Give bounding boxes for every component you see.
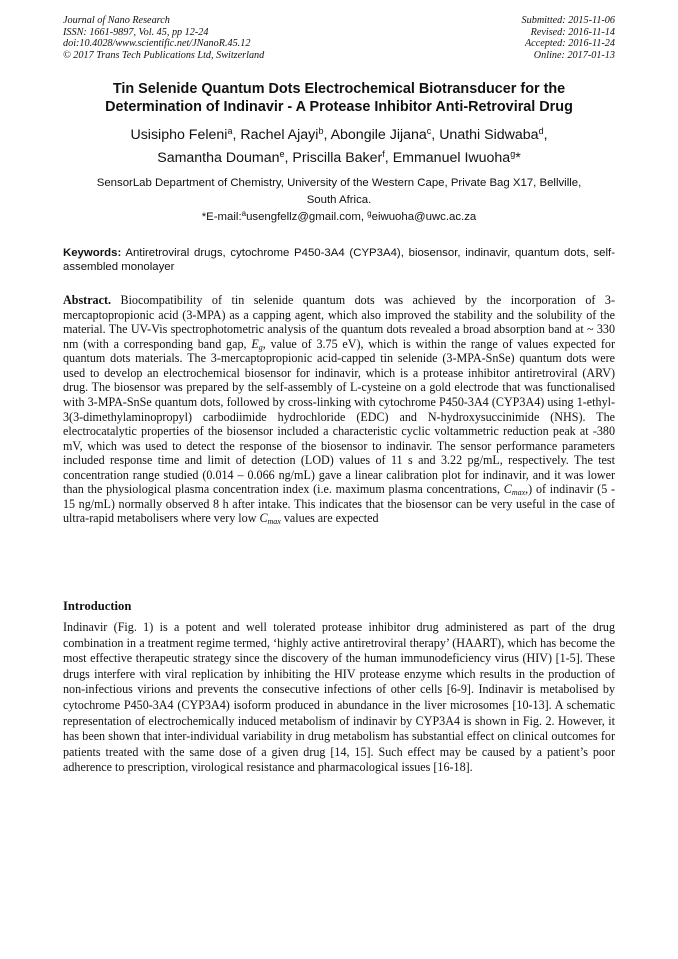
author-affil-mark: b [318, 126, 324, 136]
journal-issn: ISSN: 1661-9897, Vol. 45, pp 12-24 [63, 26, 209, 38]
keywords [63, 246, 615, 274]
author-affil-mark: d [538, 126, 544, 136]
journal-info [63, 15, 264, 61]
author-line-2 [40, 147, 638, 170]
abstract [63, 293, 615, 526]
title-line-1: Tin Selenide Quantum Dots Electrochemical Biotransducer for the [112, 81, 566, 97]
cmax-subscript-text: max [511, 488, 526, 498]
author-separator: , [543, 127, 548, 143]
abstract-text: ,) of indinavir (5 - 15 ng/mL) normally observed 8 h after intake. This indicates that the biosensor can be very useful in the case of ultra-rapid metabolisers where very low [63, 482, 616, 526]
paper-title [40, 80, 638, 116]
author-name: Rachel Ajayi [240, 127, 319, 143]
author-separator: , [284, 150, 293, 166]
email-mark-g: g [367, 209, 372, 218]
abstract-text: Biocompatibility of tin selenide quantum dots was achieved by the incorporation of 3-mercaptopropionic acid (3-MPA) as a capping agent, which also improved the stability and the solubility of the material. The UV-Vis spectrophotometric analysis of the quantum dots revealed a broad absorption band at ~ 330 nm (with a corresponding band gap, [63, 293, 615, 351]
author-name: Usisipho Feleni [130, 127, 228, 143]
contact-email [40, 210, 638, 225]
author-separator: * [515, 150, 521, 166]
cmax-subscript [268, 517, 281, 526]
cmax-symbol: C [503, 482, 512, 497]
journal-doi: doi:10.4028/www.scientific.net/JNanoR.45.12 [63, 38, 251, 50]
abstract-label: Abstract. [63, 293, 112, 307]
author-name: Unathi Sidwaba [439, 127, 539, 143]
band-gap-symbol: E [251, 336, 259, 351]
abstract-text: , value of 3.75 eV), which is within the range of values expected for quantum dots materials. The 3-mercaptopropionic acid-capped tin selenide (3-MPA-SnSe) quantum dots were used to develop an electrochemical biosensor for indinavir, which is a protease inhibitor antiretroviral (ARV) drug. The biosensor was prepared by the self-assembly of L-cysteine on a gold electrode that was functionalised with 3-MPA-SnSe quantum dots, followed by cross-linking with cytochrome P450-3A4 (CYP3A4) using 1-ethyl-3(3-dimethylaminopropyl) carbodiimide hydrochloride (EDC) and N-hydroxysuccinimide (NHS). The electrocatalytic properties of the biosensor included a characteristic cyclic voltammetric reduction peak at -380 mV, which was used to detect the response of the biosensor to indinavir. The sensor performance parameters included response time and limit of detection (LOD) values of 11 s and 3.22 pg/mL, respectively. The test concentration range studied (0.014 – 0.066 ng/mL) gave a linear calibration plot for indinavir, and it was lower than the physiological plasma concentration index (i.e. maximum plasma concentrations, [63, 336, 615, 497]
cmax-symbol: C [259, 511, 268, 526]
author-affil-mark: g [510, 149, 516, 159]
author-separator: , [431, 127, 440, 143]
author-name: Priscilla Baker [292, 150, 383, 166]
affiliation-line-1: SensorLab Department of Chemistry, University of the Western Cape, Private Bag X17, Bellville, [96, 177, 582, 189]
affiliation-line-2: South Africa. [306, 194, 372, 206]
cmax-subscript-text: max [267, 517, 281, 527]
accepted-date: Accepted: 2016-11-24 [524, 38, 615, 50]
intro-text: Indinavir (Fig. 1 [63, 620, 150, 634]
section-heading-introduction: Introduction [63, 599, 132, 613]
affiliation [50, 175, 628, 209]
author-separator: , [323, 127, 331, 143]
email-prefix: *E-mail: [201, 211, 242, 223]
author-list [40, 124, 638, 170]
author-affil-mark: c [426, 126, 432, 136]
submitted-date: Submitted: 2015-11-06 [521, 15, 615, 26]
journal-name: Journal of Nano Research [63, 15, 170, 26]
author-affil-mark: e [279, 149, 285, 159]
keywords-label: Keywords: [63, 247, 122, 259]
abstract-text: values are expected [280, 511, 379, 526]
intro-text: ) is a potent and well tolerated protease inhibitor drug administered as part of the drug combination in a treatment regime termed, ‘highly active antiretroviral therapy’ (HAART), which has become the most effective therapeutic strategy since the discovery of the human immunodeficiency virus (HIV) [1-5]. These drugs interfere with viral replication by inhibiting the HIV protease enzyme which results in the production of non-infectious virions and prevents the consecutive infections of other cells [6-9]. Indinavir is metabolised by cytochrome P450-3A4 (CYP3A4) isoform produced in abundance in the liver microsomes [10-13]. A schematic representation of electrochemically induced metabolism of indinavir by CYP3A4 is shown in Fig. 2. However, it has been shown that inter-individual variability in drug metabolism has substantial effect on clinical outcomes for patients treated with the same dose of a given drug [14, 15]. Such effect may be caused by a patient’s poor adherence to prescription, virological resistance and pharmacological issues [16-18]. [63, 620, 615, 775]
title-line-2: Determination of Indinavir - A Protease Inhibitor Anti-Retroviral Drug [105, 99, 573, 115]
publication-dates [522, 15, 615, 61]
author-name: Emmanuel Iwuoha [392, 150, 511, 166]
introduction-paragraph [63, 620, 615, 776]
email-mark-a: a [241, 209, 247, 218]
author-affil-mark: f [382, 149, 385, 159]
author-line-1 [40, 124, 638, 147]
author-name: Abongile Jijana [330, 127, 427, 143]
journal-copyright: © 2017 Trans Tech Publications Ltd, Switzerland [63, 49, 265, 61]
author-name: Samantha Douman [157, 150, 280, 166]
author-affil-mark: a [227, 126, 233, 136]
author-separator: , [384, 150, 393, 166]
email-address-2[interactable]: eiwuoha@uwc.ac.za [371, 211, 477, 223]
revised-date: Revised: 2016-11-14 [530, 26, 615, 38]
keywords-text: Antiretroviral drugs, cytochrome P450-3A4 (CYP3A4), biosensor, indinavir, quantum dots, self-assembled monolayer [63, 247, 615, 273]
email-address-1[interactable]: usengfellz@gmail.com, [246, 211, 368, 223]
author-separator: , [232, 127, 241, 143]
online-date: Online: 2017-01-13 [533, 49, 615, 61]
band-gap-subscript-text: g [258, 342, 263, 352]
